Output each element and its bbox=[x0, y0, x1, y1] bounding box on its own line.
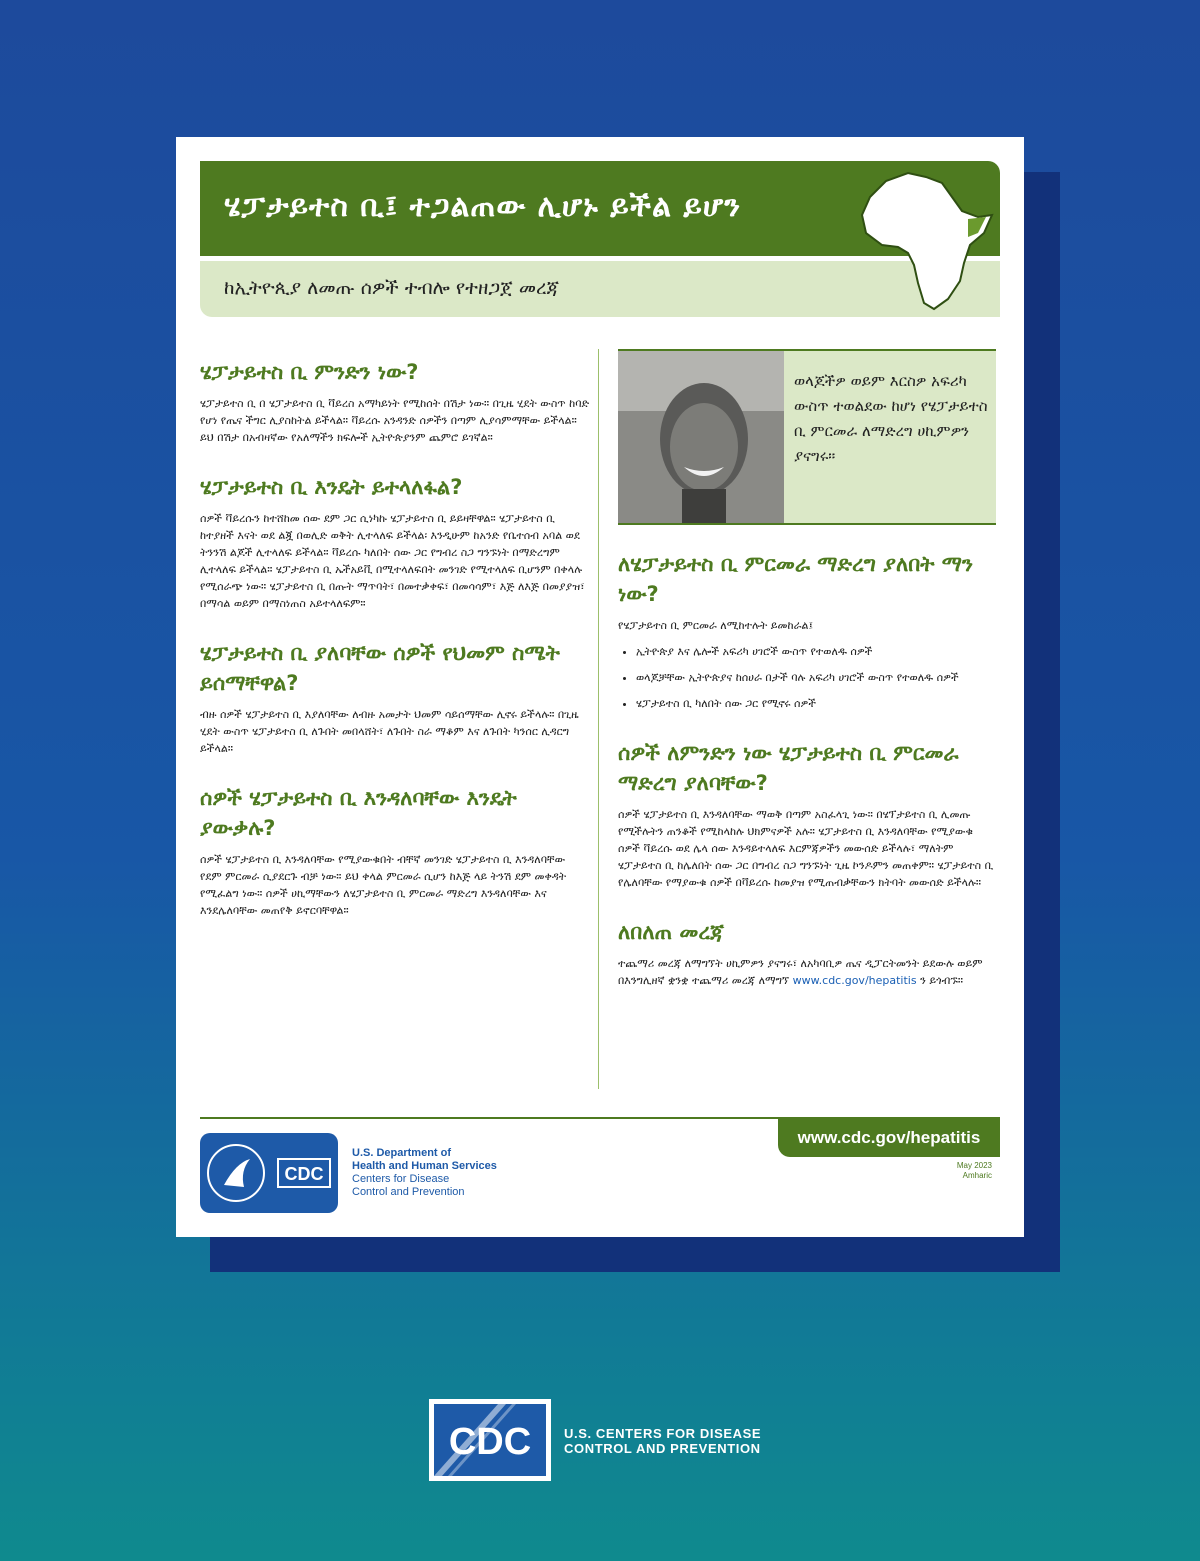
page-title: ሄፓታይተስ ቢ፤ ተጋልጠው ሊሆኑ ይችል ይሆን bbox=[224, 189, 742, 224]
more-info-text-end: ን ይጎብኙ። bbox=[920, 974, 964, 987]
section-why-tested bbox=[618, 738, 998, 891]
section-heading: ሄፓታይተስ ቢ ምንድን ነው? bbox=[200, 360, 419, 384]
section-how-know bbox=[200, 783, 590, 919]
photo-caption: ወላጆችዎ ወይም እርስዎ አፍሪካ ውስጥ ተወልደው ከሆነ የሄፓታይተስ ቢ ምርመራ ለማድረግ ሀኪምዎን ያናግሩ። bbox=[794, 372, 988, 465]
footer-url-link[interactable]: www.cdc.gov/hepatitis bbox=[778, 1119, 1000, 1157]
cdc-brand-text bbox=[564, 1426, 761, 1456]
hhs-cdc-logo bbox=[200, 1133, 338, 1213]
cdc-logo-icon bbox=[428, 1398, 552, 1482]
list-item: • ወላጆቻቸው ኢትዮጵያና ከሰሀራ በታች ባሉ አፍሪካ ሀገሮች ውስጥ የተወለዱ ሰዎች bbox=[636, 670, 998, 686]
section-symptoms bbox=[200, 638, 590, 757]
hhs-line2: Health and Human Services bbox=[352, 1160, 497, 1172]
portrait-photo bbox=[618, 351, 784, 523]
section-intro: የሄፓታይተስ ቢ ምርመራ ለሚከተሉት ይመከራል፤ bbox=[618, 619, 813, 632]
photo-callout bbox=[618, 349, 996, 525]
section-heading: ለበለጠ መረጃ bbox=[618, 920, 724, 944]
bullet-list bbox=[618, 644, 998, 712]
section-who-tested bbox=[618, 549, 998, 712]
section-heading: ለሄፓታይተስ ቢ ምርመራ ማድረግ ያለበት ማን ነው? bbox=[618, 552, 973, 606]
hhs-seal-icon bbox=[200, 1133, 338, 1213]
section-more-info bbox=[618, 917, 998, 989]
hepatitis-link[interactable]: www.cdc.gov/hepatitis bbox=[792, 974, 917, 987]
africa-map-icon bbox=[856, 167, 996, 317]
list-item: • ኢትዮጵያ እና ሌሎች አፍሪካ ሀገሮች ውስጥ የተወለዱ ሰዎች bbox=[636, 644, 998, 660]
cdc-logo-text: CDC bbox=[284, 1164, 324, 1184]
cdc-line2: Control and Prevention bbox=[352, 1186, 465, 1198]
section-body: ብዙ ሰዎች ሄፓታይተስ ቢ እያለባቸው ለብዙ አመታት ህመም ሳይሰማቸው ሊኖሩ ይችላሉ። በጊዜ ሂደት ውስጥ ሄፓታይተስ ቢ ለጉበት መበላሸት፣ ለጉበት ስራ ማቆም እና ለጉበት ካንሰር ሊዳርግ ይችላል። bbox=[200, 708, 579, 755]
section-heading: ሰዎች ለምንድን ነው ሄፓታይተስ ቢ ምርመራ ማድረግ ያለባቸው? bbox=[618, 741, 959, 795]
column-divider bbox=[598, 349, 599, 1089]
section-body: ሰዎች ሄፓታይተስ ቢ እንዳለባቸው የሚያውቁበት ብቸኛ መንገድ ሄፓታይተስ ቢ እንዳለባቸው የደም ምርመራ ሲያደርጉ ብቻ ነው። ይህ ቀላል ምርመራ ሲሆን ከእጅ ላይ ትንሽ ደም መቀዳት የሚፈልግ ነው። ሰዎች ሀኪማቸውን ለሄፓታይተስ ቢ ምርመራ ማድረግ እንዳለባቸው እና እንደሌለባቸው መጠየቅ ይኖርባቸዋል። bbox=[200, 853, 567, 917]
section-heading: ሰዎች ሄፓታይተስ ቢ እንዳለባቸው እንዴት ያውቃሉ? bbox=[200, 786, 517, 840]
page-subtitle: ከኢትዮጲያ ለመጡ ሰዎች ተብሎ የተዘጋጀ መረጃ bbox=[224, 277, 560, 299]
hhs-text bbox=[352, 1147, 497, 1199]
section-body bbox=[618, 955, 998, 989]
left-column bbox=[200, 357, 590, 945]
cdc-bottom-logo-text: CDC bbox=[448, 1421, 532, 1463]
cdc-line1: Centers for Disease bbox=[352, 1173, 450, 1185]
footer-date bbox=[796, 1161, 992, 1181]
section-what-is bbox=[200, 357, 590, 446]
hhs-line1: U.S. Department of bbox=[352, 1147, 452, 1159]
section-body: ሰዎች ሄፓታይተስ ቢ እንዳለባቸው ማወቅ በጣም አስፈላጊ ነው። በሄፕታይተስ ቢ ሊመጡ የሚችሉትን ጠንቆች የሚከላከሉ ህክምናዎች አሉ። ሄፓታይተስ ቢ እንዳለባቸው የሚያውቁ ሰዎች ቫይረሱ ወደ ሌላ ሰው እንዳይተላለፍ እርምጃዎችን መውሰድ ይችላሉ፣ ማለትም ሄፓታይተስ ቢ ከሌለበት ሰው ጋር በግብረ ስጋ ግንኙነት ጊዜ ኮንዶምን መጠቀም። ሄፓታይተስ ቢ የሌለባቸው የማያውቁ ሰዎች በቫይረሱ ከመያዝ የሚጠብቃቸውን ክትባት መውሰድ ይችላሉ። bbox=[618, 808, 994, 889]
brand-line2: CONTROL AND PREVENTION bbox=[564, 1441, 761, 1456]
language-text: Amharic bbox=[962, 1171, 992, 1180]
right-column bbox=[618, 349, 998, 1015]
section-heading: ሄፓታይተስ ቢ እንዴት ይተላለፋል? bbox=[200, 475, 463, 499]
section-body: ሰዎች ቫይረሱን ከተሸከመ ሰው ደም ጋር ሲነካኩ ሄፓታይተስ ቢ ይይዛቸዋል። ሄፓታይተስ ቢ ከተያዘች እናት ወደ ልጇ በወሊድ ወቅት ሊተላለፍ ይችላል፡ እንዲሁም ከአንድ የቤተሰብ አባል ወደ ትንንሽ ልጆች ሊተላለፍ ይችላል። ቫይረሱ ካለበት ሰው ጋር የግብረ ስጋ ግንኙነት በማድረግም ሊተላለፍ ይችላል። ሄፓታይተስ ቢ ኤችአይቪ በሚተላለፍበት መንገድ የሚተላለፍ ቢሆንም በቀላሉ የሚሰራጭ ነው። ሄፓታይተስ ቢ በጡት ማጥባት፣ በመተቃቀፍ፣ በመሳሳም፣ እጅ ለእጅ በመያያዝ፣ በማሳል ወይም በማስነጠስ አይተላለፍም። bbox=[200, 512, 585, 610]
brand-line1: U.S. CENTERS FOR DISEASE bbox=[564, 1426, 762, 1441]
more-info-text: ተጨማሪ መረጃ ለማግኘት ሀኪምዎን ያናግሩ፣ ለአካባቢዎ ጤና ዲፓርትመንት ይደውሉ ወይም በእንግሊዘኛ ቋንቋ ተጨማሪ መረጃ ለማግኘ bbox=[618, 957, 983, 987]
fact-sheet bbox=[176, 137, 1024, 1237]
list-item: • ሄፓታይተስ ቢ ካለበት ሰው ጋር የሚኖሩ ሰዎች bbox=[636, 696, 998, 712]
date-text: May 2023 bbox=[956, 1161, 992, 1170]
section-transmission bbox=[200, 472, 590, 612]
section-body: ሄፓታይተስ ቢ በ ሄፓታይተስ ቢ ቫይረስ አማካይነት የሚከሰት በሽታ ነው። በጊዜ ሂደት ውስጥ ከባድ የሆነ የጤና ችግር ሊያስከትል ይችላል። ቫይረሱ አንዳንድ ሰዎችን በጣም ሊያሳምማቸው ይችላል። ይህ በሽታ በአብዛኛው የአለማችን ክፍሎች ኢትዮጵያንም ጨምሮ ይገኛል። bbox=[200, 397, 590, 444]
section-heading: ሄፓታይተስ ቢ ያለባቸው ሰዎች የህመም ስሜት ይሰማቸዋል? bbox=[200, 641, 560, 695]
